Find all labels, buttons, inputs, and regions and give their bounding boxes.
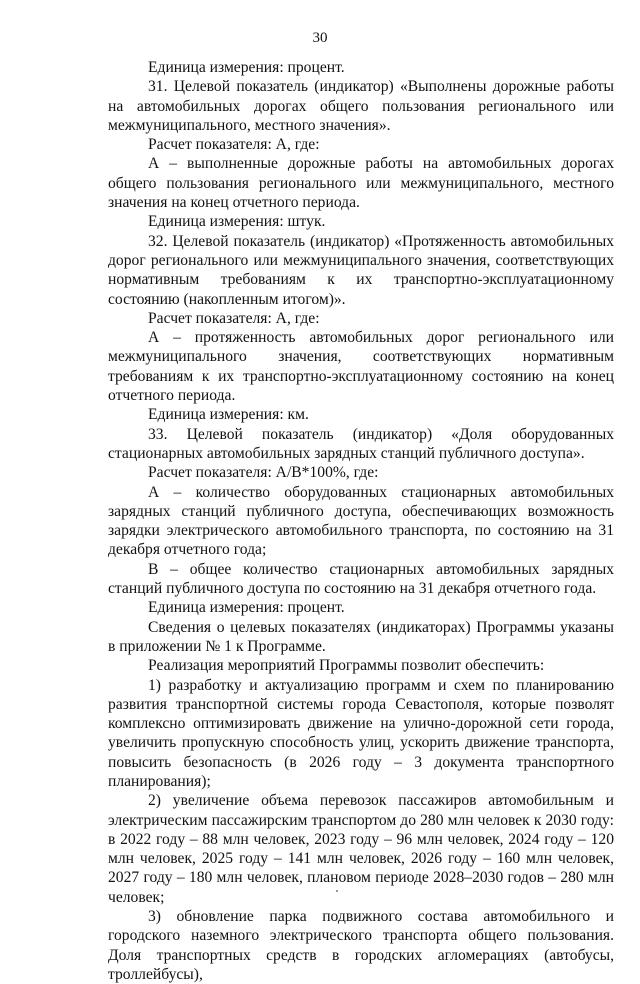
paragraph: 33. Целевой показатель (индикатор) «Доля оборудованных стационарных автомобильных зарядных станций публичного доступа». [108,425,614,462]
list-item: 2) увеличение объема перевозок пассажиров автомобильным и электрическим пассажирским транспортом до 280 млн человек к 2030 году: в 2022 году – 88 млн человек, 2023 году – 96 млн человек, 2024 году – 120 млн человек, 2025 году – 141 млн человек, 2026 году – 160 млн человек, 2027 году – 180 млн человек, плановом периоде 2028–2030 годов – 280 млн человек; [108,792,614,906]
paragraph: Сведения о целевых показателях (индикаторах) Программы указаны в приложении № 1 к Программе. [108,618,614,655]
list-item: 1) разработку и актуализацию программ и схем по планированию развития транспортной системы города Севастополя, которые позволят комплексно оптимизировать движение на улично-дорожной сети города, увеличить пропускную способность улиц, ускорить движение транспорта, повысить безопасность (в 2026 году – 3 документа транспортного планирования); [108,676,614,790]
paragraph: Расчет показателя: А, где: [148,136,320,154]
list-item: 3) обновление парка подвижного состава автомобильного и городского наземного электрического транспорта общего пользования. Доля транспортных средств в городских агломерациях (автобусы, троллейбусы), [108,908,614,983]
paragraph: Реализация мероприятий Программы позволит обеспечить: [148,657,545,675]
paragraph: Единица измерения: штук. [148,213,326,231]
paragraph: А – протяженность автомобильных дорог регионального или межмуниципального значения, соответствующих нормативным требованиям к их транспортно-эксплуатационному состоянию на конец отчетного периода. [108,329,614,405]
paragraph: Расчет показателя: А/В*100%, где: [148,464,379,482]
paragraph: А – выполненные дорожные работы на автомобильных дорогах общего пользования регионального или межмуниципального, местного значения на конец отчетного периода. [108,155,614,212]
paragraph: Расчет показателя: А, где: [148,309,320,327]
paragraph: 32. Целевой показатель (индикатор) «Протяженность автомобильных дорог регионального или межмуниципального значения, соответствующих нормативным требованиям к их транспортно-эксплуатационному состоянию (накопленным итогом)». [108,232,614,308]
paragraph: А – количество оборудованных стационарных автомобильных зарядных станций публичного доступа, обеспечивающих возможность зарядки электрического автомобильного транспорта, по состоянию на 31 декабря отчетного года; [108,483,614,559]
paragraph: Единица измерения: км. [148,406,309,424]
paragraph: Единица измерения: процент. [148,599,345,617]
paragraph: 31. Целевой показатель (индикатор) «Выполнены дорожные работы на автомобильных дорогах общего пользования регионального или межмуниципального, местного значения». [108,78,614,134]
paragraph: Единица измерения: процент. [148,59,345,76]
page-number: 30 [312,30,328,46]
body-text [108,58,614,984]
scan-speck [336,890,338,892]
paragraph: В – общее количество стационарных автомобильных зарядных станций публичного доступа по состоянию на 31 декабря отчетного года. [108,560,614,598]
